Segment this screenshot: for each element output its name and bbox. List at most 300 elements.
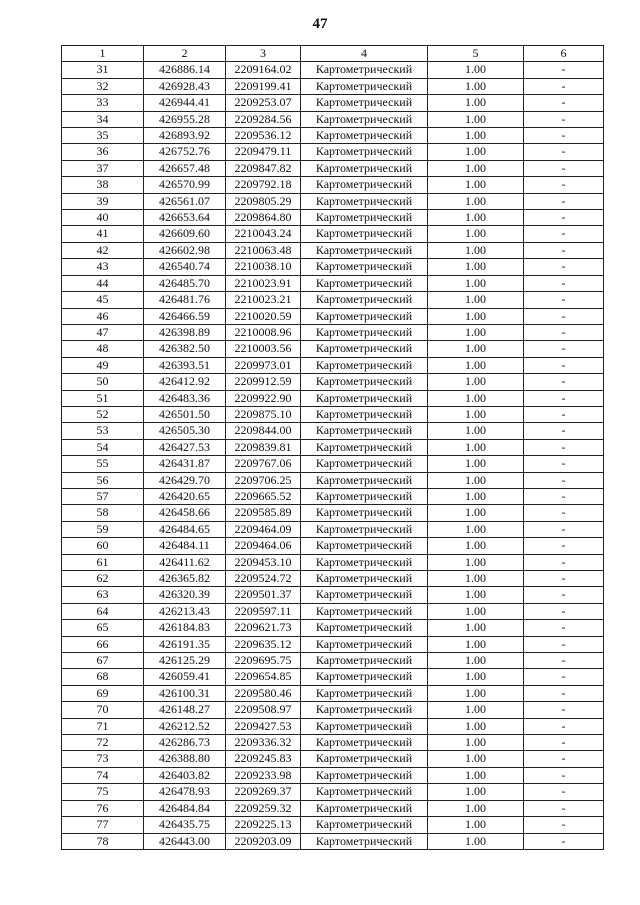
table-cell: Картометрический [301,718,428,734]
table-cell: 1.00 [428,620,524,636]
table-cell: 44 [62,275,144,291]
table-cell: Картометрический [301,390,428,406]
column-header: 6 [524,46,604,62]
table-cell: 2210063.48 [226,242,301,258]
table-cell: - [524,718,604,734]
table-cell: 1.00 [428,177,524,193]
table-cell: 1.00 [428,242,524,258]
table-cell: - [524,62,604,78]
table-cell: - [524,587,604,603]
table-cell: 2209225.13 [226,817,301,833]
table-cell: 1.00 [428,341,524,357]
table-cell: Картометрический [301,292,428,308]
table-cell: Картометрический [301,406,428,422]
table-row [62,78,604,94]
table-cell: 1.00 [428,357,524,373]
table-row [62,423,604,439]
table-row [62,784,604,800]
table-cell: Картометрический [301,488,428,504]
table-cell: 78 [62,833,144,849]
table-cell: - [524,357,604,373]
table-cell: 43 [62,259,144,275]
table-row [62,554,604,570]
table-cell: 426435.75 [144,817,226,833]
table-row [62,193,604,209]
table-cell: 2209536.12 [226,128,301,144]
table-cell: Картометрический [301,357,428,373]
table-cell: 60 [62,538,144,554]
table-cell: Картометрический [301,78,428,94]
table-row [62,456,604,472]
table-cell: 1.00 [428,193,524,209]
table-cell: 2209199.41 [226,78,301,94]
table-cell: 2210038.10 [226,259,301,275]
table-row [62,521,604,537]
table-cell: 426483.36 [144,390,226,406]
table-cell: 61 [62,554,144,570]
table-cell: 426191.35 [144,636,226,652]
table-cell: 48 [62,341,144,357]
table-cell: 426125.29 [144,653,226,669]
table-row [62,128,604,144]
table-cell: - [524,308,604,324]
table-cell: 426505.30 [144,423,226,439]
table-cell: - [524,554,604,570]
table-cell: 2209875.10 [226,406,301,422]
table-cell: 2209839.81 [226,439,301,455]
table-cell: 2209269.37 [226,784,301,800]
column-header: 5 [428,46,524,62]
table-cell: Картометрический [301,554,428,570]
table-cell: 426431.87 [144,456,226,472]
table-cell: - [524,653,604,669]
table-cell: 38 [62,177,144,193]
table-cell: 1.00 [428,78,524,94]
table-row [62,767,604,783]
table-row [62,735,604,751]
table-cell: Картометрический [301,439,428,455]
table-row [62,177,604,193]
table-cell: 1.00 [428,324,524,340]
table-cell: 2209427.53 [226,718,301,734]
table-row [62,685,604,701]
table-cell: 426657.48 [144,160,226,176]
table-cell: 33 [62,95,144,111]
table-row [62,259,604,275]
table-cell: - [524,767,604,783]
table-cell: 1.00 [428,259,524,275]
table-row [62,341,604,357]
table-cell: 72 [62,735,144,751]
table-cell: 426653.64 [144,210,226,226]
table-cell: - [524,817,604,833]
table-header-row [62,46,604,62]
table-cell: Картометрический [301,620,428,636]
table-cell: 59 [62,521,144,537]
table-cell: 1.00 [428,128,524,144]
table-cell: Картометрический [301,767,428,783]
table-cell: 1.00 [428,62,524,78]
table-cell: 2210043.24 [226,226,301,242]
table-cell: 66 [62,636,144,652]
table-cell: Картометрический [301,242,428,258]
table-cell: 1.00 [428,95,524,111]
table-cell: 426602.98 [144,242,226,258]
table-row [62,800,604,816]
table-cell: 46 [62,308,144,324]
table-cell: 426398.89 [144,324,226,340]
table-row [62,636,604,652]
table-cell: 56 [62,472,144,488]
table-cell: - [524,751,604,767]
table-cell: 1.00 [428,587,524,603]
table-cell: 1.00 [428,111,524,127]
table-cell: Картометрический [301,111,428,127]
table-row [62,406,604,422]
table-cell: Картометрический [301,177,428,193]
table-row [62,538,604,554]
table-cell: - [524,784,604,800]
table-cell: - [524,324,604,340]
table-cell: 1.00 [428,603,524,619]
table-cell: 2209654.85 [226,669,301,685]
table-cell: 426485.70 [144,275,226,291]
table-cell: 1.00 [428,554,524,570]
table-cell: 1.00 [428,718,524,734]
table-row [62,718,604,734]
table-cell: Картометрический [301,128,428,144]
table-cell: Картометрический [301,653,428,669]
table-cell: - [524,488,604,504]
table-cell: 64 [62,603,144,619]
table-cell: Картометрический [301,685,428,701]
table-cell: 2209695.75 [226,653,301,669]
table-cell: 75 [62,784,144,800]
table-cell: Картометрический [301,95,428,111]
table-row [62,620,604,636]
table-cell: 1.00 [428,439,524,455]
table-row [62,603,604,619]
table-cell: 2209233.98 [226,767,301,783]
table-cell: 426212.52 [144,718,226,734]
table-cell: 426484.11 [144,538,226,554]
table-row [62,505,604,521]
table-cell: Картометрический [301,62,428,78]
table-cell: 1.00 [428,275,524,291]
table-cell: 1.00 [428,653,524,669]
table-cell: 1.00 [428,226,524,242]
table-cell: 1.00 [428,538,524,554]
table-cell: 426411.62 [144,554,226,570]
table-cell: Картометрический [301,472,428,488]
table-cell: 2209864.80 [226,210,301,226]
table-cell: - [524,193,604,209]
table-cell: Картометрический [301,702,428,718]
table-cell: 40 [62,210,144,226]
table-cell: Картометрический [301,571,428,587]
table-body [62,62,604,850]
table-cell: 31 [62,62,144,78]
column-header: 3 [226,46,301,62]
table-cell: 2209464.09 [226,521,301,537]
table-cell: - [524,390,604,406]
page-number: 47 [312,16,328,32]
table-cell: 426429.70 [144,472,226,488]
table-cell: - [524,669,604,685]
table-cell: Картометрический [301,160,428,176]
table-cell: 426570.99 [144,177,226,193]
table-row [62,751,604,767]
table-cell: 57 [62,488,144,504]
table-cell: 426886.14 [144,62,226,78]
table-cell: 426393.51 [144,357,226,373]
table-cell: - [524,702,604,718]
table-cell: 63 [62,587,144,603]
table-cell: Картометрический [301,800,428,816]
table-cell: 2209580.46 [226,685,301,701]
table-row [62,472,604,488]
table-cell: Картометрический [301,374,428,390]
table-cell: - [524,259,604,275]
table-cell: - [524,111,604,127]
table-cell: Картометрический [301,735,428,751]
table-cell: - [524,833,604,849]
table-cell: 426184.83 [144,620,226,636]
table-cell: 2210020.59 [226,308,301,324]
table-row [62,144,604,160]
table-cell: 2209621.73 [226,620,301,636]
table-cell: 2209479.11 [226,144,301,160]
table-cell: 69 [62,685,144,701]
table-cell: - [524,439,604,455]
table-cell: - [524,210,604,226]
table-row [62,95,604,111]
table-cell: - [524,292,604,308]
table-cell: 426466.59 [144,308,226,324]
table-cell: Картометрический [301,193,428,209]
table-cell: 1.00 [428,308,524,324]
table-cell: Картометрический [301,636,428,652]
table-cell: - [524,128,604,144]
table-cell: 67 [62,653,144,669]
table-cell: 1.00 [428,817,524,833]
table-cell: 2209453.10 [226,554,301,570]
table-cell: 62 [62,571,144,587]
table-cell: 1.00 [428,702,524,718]
table-cell: 426320.39 [144,587,226,603]
table-cell: 426427.53 [144,439,226,455]
coordinates-table [61,45,604,850]
table-cell: 47 [62,324,144,340]
table-cell: 2209844.00 [226,423,301,439]
table-cell: 426148.27 [144,702,226,718]
table-cell: 1.00 [428,571,524,587]
table-cell: - [524,521,604,537]
table-cell: 50 [62,374,144,390]
table-cell: 426213.43 [144,603,226,619]
table-cell: - [524,78,604,94]
table-cell: 1.00 [428,374,524,390]
table-cell: 39 [62,193,144,209]
table-cell: 2209706.25 [226,472,301,488]
table-cell: 54 [62,439,144,455]
table-cell: Картометрический [301,505,428,521]
table-cell: - [524,636,604,652]
table-cell: 1.00 [428,767,524,783]
table-cell: 426481.76 [144,292,226,308]
table-row [62,390,604,406]
table-row [62,62,604,78]
table-cell: 2209245.83 [226,751,301,767]
table-cell: 1.00 [428,735,524,751]
table-cell: Картометрический [301,275,428,291]
table-cell: 2209792.18 [226,177,301,193]
table-cell: Картометрический [301,259,428,275]
table-cell: 1.00 [428,685,524,701]
table-cell: 426893.92 [144,128,226,144]
table-cell: 1.00 [428,636,524,652]
table-cell: Картометрический [301,751,428,767]
table-cell: - [524,620,604,636]
table-cell: Картометрический [301,538,428,554]
table-cell: 426420.65 [144,488,226,504]
table-cell: 2210023.21 [226,292,301,308]
table-cell: - [524,95,604,111]
table-cell: Картометрический [301,423,428,439]
table-cell: 2209597.11 [226,603,301,619]
table-cell: - [524,423,604,439]
table-cell: 1.00 [428,800,524,816]
table-cell: 32 [62,78,144,94]
table-cell: 2209259.32 [226,800,301,816]
table-row [62,226,604,242]
table-cell: - [524,160,604,176]
table-cell: Картометрический [301,456,428,472]
table-row [62,571,604,587]
table-cell: - [524,538,604,554]
table-cell: 36 [62,144,144,160]
table-cell: 2209524.72 [226,571,301,587]
table-cell: Картометрический [301,144,428,160]
table-row [62,653,604,669]
table-cell: 1.00 [428,456,524,472]
table-cell: 1.00 [428,160,524,176]
table-cell: 426501.50 [144,406,226,422]
table-cell: Картометрический [301,833,428,849]
table-row [62,324,604,340]
table-cell: - [524,226,604,242]
table-cell: - [524,144,604,160]
table-cell: 58 [62,505,144,521]
table-cell: Картометрический [301,226,428,242]
table-row [62,702,604,718]
table-cell: 68 [62,669,144,685]
table-cell: 70 [62,702,144,718]
table-cell: 1.00 [428,784,524,800]
table-cell: 34 [62,111,144,127]
table-cell: - [524,735,604,751]
table-cell: 73 [62,751,144,767]
table-cell: - [524,456,604,472]
table-cell: Картометрический [301,521,428,537]
table-cell: 426484.84 [144,800,226,816]
table-cell: 2209284.56 [226,111,301,127]
table-cell: 426100.31 [144,685,226,701]
table-cell: 426484.65 [144,521,226,537]
table-cell: 37 [62,160,144,176]
table-cell: 49 [62,357,144,373]
table-row [62,439,604,455]
table-cell: 426540.74 [144,259,226,275]
table-row [62,833,604,849]
table-cell: Картометрический [301,308,428,324]
table-cell: - [524,571,604,587]
table-cell: 426561.07 [144,193,226,209]
table-row [62,488,604,504]
table-cell: 1.00 [428,292,524,308]
table-cell: 2209805.29 [226,193,301,209]
table-cell: 42 [62,242,144,258]
table-cell: 2209973.01 [226,357,301,373]
table-row [62,817,604,833]
table-cell: Картометрический [301,669,428,685]
table-cell: 2209464.06 [226,538,301,554]
table-cell: 74 [62,767,144,783]
table-cell: 41 [62,226,144,242]
table-cell: 2209501.37 [226,587,301,603]
table-row [62,160,604,176]
table-row [62,374,604,390]
table-row [62,357,604,373]
table-row [62,111,604,127]
table-cell: 1.00 [428,669,524,685]
table-cell: 77 [62,817,144,833]
table-cell: Картометрический [301,587,428,603]
table-cell: 426059.41 [144,669,226,685]
table-cell: Картометрический [301,210,428,226]
table-cell: - [524,800,604,816]
table-cell: - [524,341,604,357]
table-cell: 35 [62,128,144,144]
table-row [62,292,604,308]
table-cell: 2209508.97 [226,702,301,718]
table-cell: 2209164.02 [226,62,301,78]
table-row [62,210,604,226]
table-cell: 1.00 [428,144,524,160]
table-cell: 1.00 [428,521,524,537]
table-cell: 51 [62,390,144,406]
table-cell: Картометрический [301,603,428,619]
table-cell: 2210003.56 [226,341,301,357]
table-cell: - [524,685,604,701]
table-cell: Картометрический [301,324,428,340]
table-cell: 426382.50 [144,341,226,357]
table-cell: 426944.41 [144,95,226,111]
table-cell: 1.00 [428,390,524,406]
table-cell: 2209912.59 [226,374,301,390]
table-cell: 2209767.06 [226,456,301,472]
column-header: 2 [144,46,226,62]
table-cell: Картометрический [301,341,428,357]
table-cell: 1.00 [428,833,524,849]
table-cell: 1.00 [428,423,524,439]
table-cell: 2209635.12 [226,636,301,652]
table-cell: Картометрический [301,784,428,800]
table-cell: 2209922.90 [226,390,301,406]
table-cell: - [524,505,604,521]
table-cell: 426412.92 [144,374,226,390]
table-cell: 2209585.89 [226,505,301,521]
